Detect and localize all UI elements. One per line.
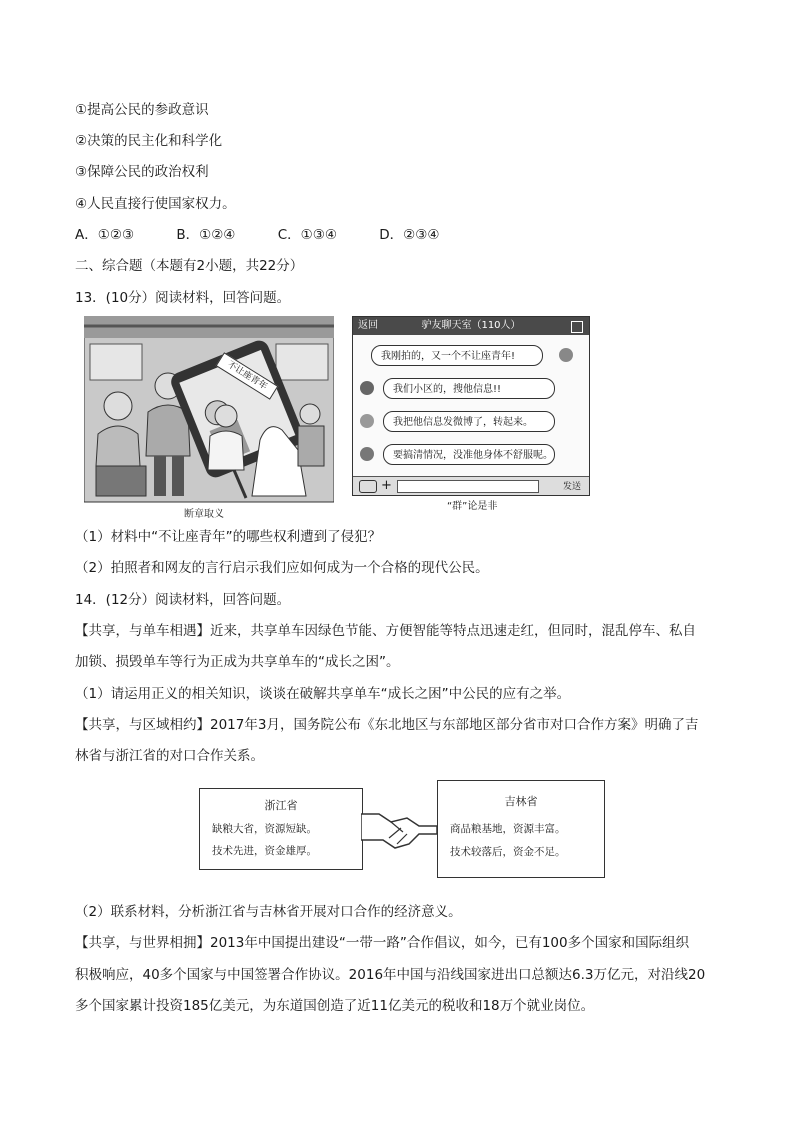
chat-message-4: 要搞清情况，没准他身体不舒服呢。 — [383, 444, 555, 465]
bus-cartoon-figure — [84, 316, 334, 520]
q13-stem: 13．(10分）阅读材料，回答问题。 — [75, 290, 291, 306]
chat-message-1: 我刚拍的，又一个不让座青年! — [371, 345, 543, 366]
jilin-title: 吉林省 — [504, 795, 538, 808]
send-button[interactable]: 发送 — [562, 482, 581, 492]
jilin-line-2: 技术较落后，资金不足。 — [450, 846, 566, 858]
q13-sub2: （2）拍照者和网友的言行启示我们应如何成为一个合格的现代公民。 — [75, 560, 489, 576]
choice-b: B．①②④ — [176, 227, 236, 243]
chat-window — [352, 316, 590, 496]
menu-icon[interactable] — [571, 321, 583, 333]
option-1: ①提高公民的参政意识 — [75, 102, 209, 118]
zhejiang-box — [199, 788, 363, 870]
chat-room-figure — [352, 316, 590, 520]
jilin-line-1: 商品粮基地，资源丰富。 — [450, 823, 566, 835]
q14-sub1: （1）请运用正义的相关知识，谈谈在破解共享单车“成长之困”中公民的应有之举。 — [75, 686, 571, 702]
user-avatar-icon — [360, 381, 374, 395]
user-avatar-icon — [360, 447, 374, 461]
q14-para1-line1: 【共享，与单车相遇】近来，共享单车因绿色节能、方便智能等特点迅速走红，但同时，混乱停车、私自 — [75, 623, 696, 639]
bus-cartoon-illustration — [84, 316, 334, 520]
chat-header — [353, 317, 589, 335]
user-avatar-icon — [559, 348, 573, 362]
q14-para2-line1: 【共享，与区域相约】2017年3月，国务院公布《东北地区与东部地区部分省市对口合作方案》明确了吉 — [75, 717, 699, 733]
option-3: ③保障公民的政治权利 — [75, 164, 209, 180]
cartoon-caption: 断章取义 — [184, 509, 224, 520]
option-2: ②决策的民主化和科学化 — [75, 133, 223, 149]
q14-para3-line1: 【共享，与世界相拥】2013年中国提出建设“一带一路”合作倡议，如今，已有100多个国家和国际组织 — [75, 935, 690, 951]
q14-para1-line2: 加锁、损毁单车等行为正成为共享单车的“成长之困”。 — [75, 654, 400, 670]
choice-c: C．①③④ — [277, 227, 337, 243]
not-yielding-seat-sign: 不让座青年 — [216, 352, 279, 399]
q14-para3-line2: 积极响应，40多个国家与中国签署合作协议。2016年中国与沿线国家进出口总额达6.3万亿元，对沿线20 — [75, 967, 706, 983]
choice-d: D．②③④ — [379, 227, 440, 243]
q13-sub1: （1）材料中“不让座青年”的哪些权利遭到了侵犯？ — [75, 529, 382, 545]
chat-caption: “群”论是非 — [447, 501, 498, 512]
user-avatar-icon — [360, 414, 374, 428]
option-4: ④人民直接行使国家权力。 — [75, 196, 236, 212]
choice-a: A．①②③ — [75, 227, 135, 243]
answer-choices — [75, 225, 477, 245]
zhejiang-title: 浙江省 — [264, 799, 298, 812]
chat-message-3: 我把他信息发微博了，转起来。 — [383, 411, 555, 432]
zhejiang-line-1: 缺粮大省，资源短缺。 — [212, 823, 317, 835]
q14-stem: 14．(12分）阅读材料，回答问题。 — [75, 592, 291, 608]
q14-para3-line3: 多个国家累计投资185亿美元，为东道国创造了近11亿美元的税收和18万个就业岗位。 — [75, 998, 595, 1014]
province-cooperation-figure — [197, 778, 607, 883]
voice-icon[interactable] — [359, 480, 377, 493]
back-button[interactable]: 返回 — [358, 320, 378, 331]
chat-title: 驴友聊天室（110人） — [421, 320, 521, 331]
plus-icon[interactable]: + — [381, 478, 392, 493]
message-input[interactable] — [397, 480, 539, 493]
chat-input-bar — [353, 476, 589, 495]
section-title: 二、综合题（本题有2小题，共22分） — [75, 258, 304, 274]
zhejiang-line-2: 技术先进，资金雄厚。 — [212, 845, 317, 857]
chat-message-2: 我们小区的，搜他信息!! — [383, 378, 555, 399]
q14-sub2: （2）联系材料，分析浙江省与吉林省开展对口合作的经济意义。 — [75, 904, 462, 920]
q14-para2-line2: 林省与浙江省的对口合作关系。 — [75, 748, 264, 764]
jilin-box — [437, 780, 605, 878]
handshake-icon — [361, 800, 437, 860]
